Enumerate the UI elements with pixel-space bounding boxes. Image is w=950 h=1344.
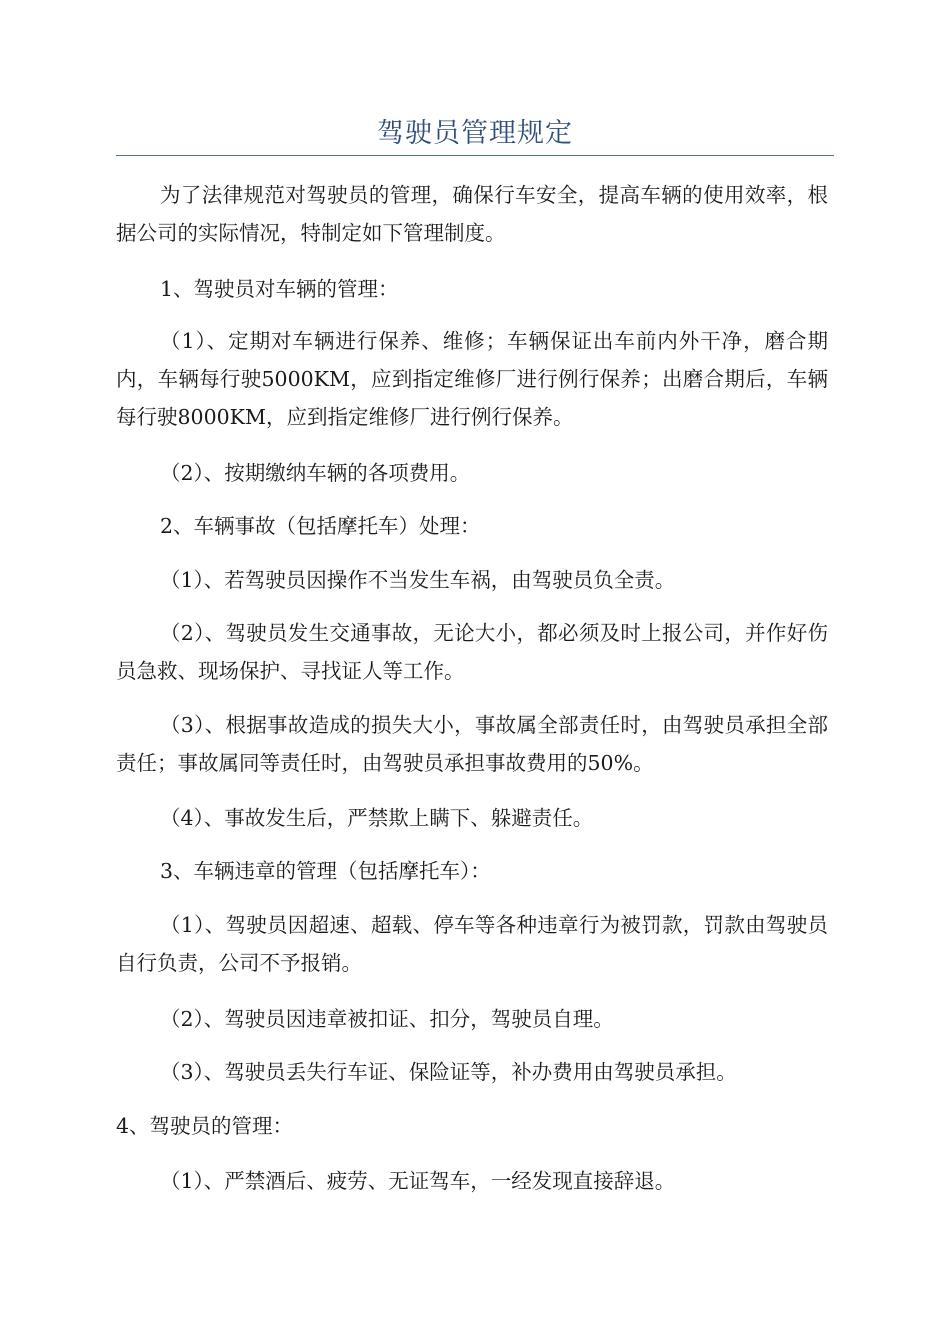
- section-1-item-2: （2）、按期缴纳车辆的各项费用。: [160, 461, 471, 485]
- section-2-item-1: （1）、若驾驶员因操作不当发生车祸，由驾驶员负全责。: [160, 568, 676, 592]
- title-underline: [116, 155, 834, 156]
- section-3-item-3: （3）、驾驶员丢失行车证、保险证等，补办费用由驾驶员承担。: [160, 1060, 737, 1084]
- section-1-item-1: （1）、定期对车辆进行保养、维修；车辆保证出车前内外干净，磨合期内，车辆每行驶5000KM，应到指定维修厂进行例行保养；出磨合期后，车辆每行驶8000KM，应到指定维修厂进行例行保养。: [116, 329, 828, 429]
- section-2-item-4: （4）、事故发生后，严禁欺上瞒下、躲避责任。: [160, 806, 594, 830]
- section-4-item-1: （1）、严禁酒后、疲劳、无证驾车，一经发现直接辞退。: [160, 1169, 676, 1193]
- document-title: 驾驶员管理规定: [377, 118, 573, 149]
- section-3-heading: 3、车辆违章的管理（包括摩托车）：: [160, 859, 491, 883]
- intro-paragraph: 为了法律规范对驾驶员的管理，确保行车安全，提高车辆的使用效率，根据公司的实际情况，特制定如下管理制度。: [116, 183, 828, 245]
- section-3-item-2: （2）、驾驶员因违章被扣证、扣分，驾驶员自理。: [160, 1007, 614, 1031]
- section-2-item-2: （2）、驾驶员发生交通事故，无论大小，都必须及时上报公司，并作好伤员急救、现场保护、寻找证人等工作。: [116, 621, 828, 683]
- section-1-heading: 1、驾驶员对车辆的管理：: [160, 277, 399, 301]
- section-3-item-1: （1）、驾驶员因超速、超载、停车等各种违章行为被罚款，罚款由驾驶员自行负责，公司不予报销。: [116, 913, 828, 975]
- section-2-heading: 2、车辆事故（包括摩托车）处理：: [160, 514, 481, 538]
- section-4-heading: 4、驾驶员的管理：: [116, 1114, 294, 1138]
- section-2-item-3: （3）、根据事故造成的损失大小，事故属全部责任时，由驾驶员承担全部责任；事故属同等责任时，由驾驶员承担事故费用的50%。: [116, 713, 828, 775]
